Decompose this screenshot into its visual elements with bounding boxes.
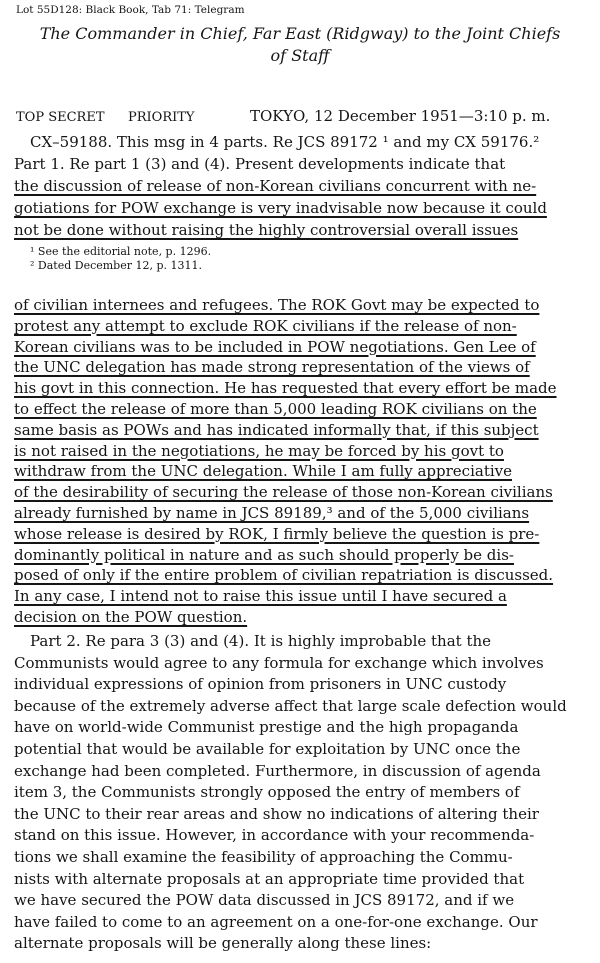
underlined-lines-line: posed of only if the entire problem of civilian repatriation is discussed. xyxy=(14,566,554,585)
dateline: TOKYO, 12 December 1951—3:10 p. m. xyxy=(250,107,551,125)
part2-lines-line: stand on this issue. However, in accordance with your recommenda- xyxy=(14,826,535,845)
top-lines-line: CX–59188. This msg in 4 parts. Re JCS 89172 ¹ and my CX 59176.² xyxy=(30,133,540,151)
underlined-lines-line: dominantly political in nature and as such should properly be dis- xyxy=(14,545,514,564)
underlined-lines-line: already furnished by name in JCS 89189,³ and of the 5,000 civilians xyxy=(14,504,530,522)
title-line-2: of Staff xyxy=(270,46,330,65)
underlined-lines-line: In any case, I intend not to raise this issue until I have secured a xyxy=(14,587,507,606)
footnotes-line: ² Dated December 12, p. 1311. xyxy=(30,259,203,272)
part2-lines-line: individual expressions of opinion from prisoners in UNC custody xyxy=(14,675,507,694)
part2-lines-line: nists with alternate proposals at an appropriate time provided that xyxy=(14,869,525,888)
underlined-lines-line: same basis as POWs and has indicated informally that, if this subject xyxy=(14,420,539,439)
top-lines-line: gotiations for POW exchange is very inadvisable now because it could xyxy=(14,199,547,217)
priority: PRIORITY xyxy=(128,110,195,125)
classification: TOP SECRET xyxy=(16,110,105,125)
underlined-lines-line: Korean civilians was to be included in POW negotiations. Gen Lee of xyxy=(14,337,536,356)
part2-lines-line: Communists would agree to any formula for exchange which involves xyxy=(14,653,544,672)
part2-lines-line: tions we shall examine the feasibility of approaching the Commu- xyxy=(14,848,513,866)
title-line-1: The Commander in Chief, Far East (Ridgway) to the Joint Chiefs xyxy=(39,24,561,43)
part2-lines-line: exchange had been completed. Furthermore, in discussion of agenda xyxy=(14,761,541,780)
underlined-lines-line: of civilian internees and refugees. The ROK Govt may be expected to xyxy=(14,296,540,314)
part2-lines-line: potential that would be available for exploitation by UNC once the xyxy=(14,740,521,758)
underlined-lines-line: the UNC delegation has made strong representation of the views of xyxy=(14,358,530,377)
underlined-lines-line: his govt in this connection. He has requested that every effort be made xyxy=(14,379,557,398)
top-lines-line: not be done without raising the highly controversial overall issues xyxy=(14,221,519,239)
part2-lines-line: we have secured the POW data discussed in JCS 89172, and if we xyxy=(14,891,515,910)
part2-lines-line: have failed to come to an agreement on a one-for-one exchange. Our xyxy=(14,912,538,931)
underlined-lines-line: to effect the release of more than 5,000 leading ROK civilians on the xyxy=(14,400,537,418)
part2-lines-line: have on world-wide Communist prestige and the high propaganda xyxy=(14,718,519,737)
part2-lines-line: because of the extremely adverse affect that large scale defection would xyxy=(14,696,567,715)
part2-lines-line: the UNC to their rear areas and show no indications of altering their xyxy=(14,804,539,823)
top-lines-line: the discussion of release of non-Korean civilians concurrent with ne- xyxy=(14,177,537,195)
part2-lines-line: item 3, the Communists strongly opposed the entry of members of xyxy=(14,783,520,802)
underlined-lines-line: protest any attempt to exclude ROK civilians if the release of non- xyxy=(14,316,517,335)
part2-lines-line: Part 2. Re para 3 (3) and (4). It is highly improbable that the xyxy=(30,632,492,650)
underlined-lines-line: whose release is desired by ROK, I firmly believe the question is pre- xyxy=(14,524,540,543)
source-line: Lot 55D128: Black Book, Tab 71: Telegram xyxy=(16,4,245,16)
part2-lines-line: alternate proposals will be generally along these lines: xyxy=(14,934,432,953)
underlined-lines-line: of the desirability of securing the release of those non-Korean civilians xyxy=(14,483,553,502)
underlined-lines-line: withdraw from the UNC delegation. While I am fully appreciative xyxy=(14,462,512,481)
top-lines-line: Part 1. Re part 1 (3) and (4). Present developments indicate that xyxy=(14,155,506,173)
footnotes-line: ¹ See the editorial note, p. 1296. xyxy=(30,245,212,258)
underlined-lines-line: is not raised in the negotiations, he may be forced by his govt to xyxy=(14,441,504,460)
underlined-lines-line: decision on the POW question. xyxy=(14,608,248,626)
